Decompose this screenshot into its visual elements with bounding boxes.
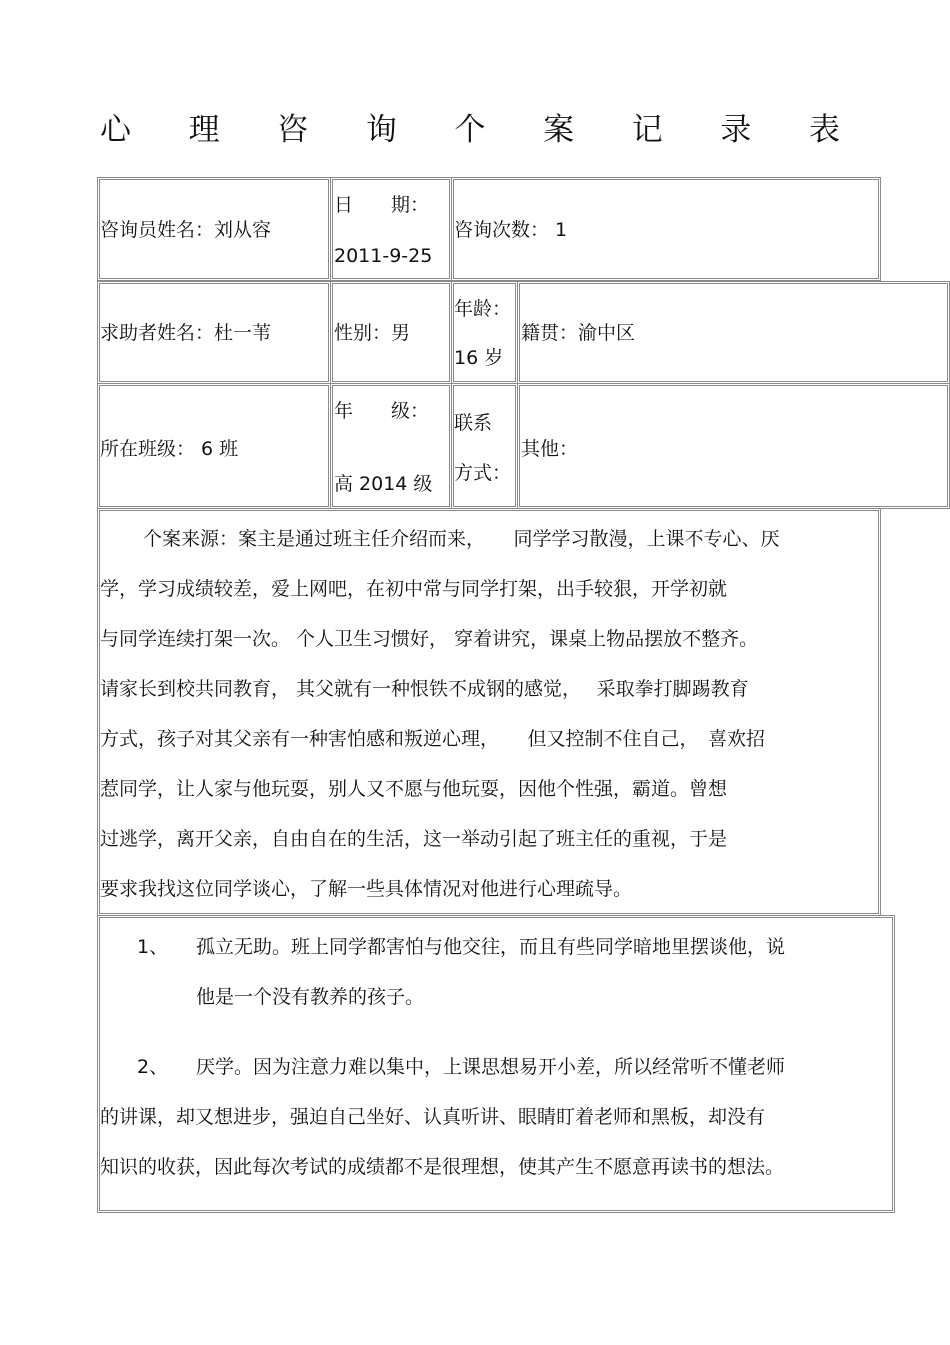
case-source-box [97, 508, 881, 916]
case-source-line: 过逃学，离开父亲，自由自在的生活，这一举动引起了班主任的重视，于是 [100, 828, 728, 850]
origin: 籍贯：渝中区 [521, 322, 636, 344]
problem-1-line: 孤立无助。班上同学都害怕与他交往，而且有些同学暗地里摆谈他，说 [196, 936, 786, 958]
age-label: 年龄： [454, 298, 512, 320]
case-source-line: 惹同学，让人家与他玩耍，别人又不愿与他玩耍，因他个性强，霸道。曾想 [100, 778, 728, 800]
session-count: 咨询次数： 1 [454, 219, 568, 241]
problem-2-line: 的讲课，却又想进步，强迫自己坐好、认真听讲、眼睛盯着老师和黑板，却没有 [100, 1106, 766, 1128]
other-label: 其他： [521, 438, 579, 460]
client-name: 求助者姓名：杜一苇 [100, 322, 272, 344]
title-char: 心 [100, 112, 131, 148]
problem-1-line: 他是一个没有教养的孩子。 [196, 986, 425, 1008]
age-value: 16 岁 [454, 347, 504, 369]
title-char: 录 [720, 112, 752, 148]
title-char: 个 [454, 112, 486, 148]
class-info: 所在班级： 6 班 [100, 438, 239, 460]
date-value: 2011-9-25 [334, 245, 433, 267]
problem-2-line: 知识的收获，因此每次考试的成绩都不是很理想，使其产生不愿意再读书的想法。 [100, 1156, 785, 1178]
title-char: 咨 [277, 112, 309, 148]
case-source-line: 要求我找这位同学谈心，了解一些具体情况对他进行心理疏导。 [100, 878, 633, 900]
page-title [100, 108, 840, 152]
case-source-line: 与同学连续打架一次。 个人卫生习惯好， 穿着讲究，课桌上物品摆放不整齐。 [100, 628, 759, 650]
title-char: 理 [188, 112, 220, 148]
case-source-line: 方式，孩子对其父亲有一种害怕感和叛逆心理， 但又控制不住自己， 喜欢招 [100, 728, 766, 750]
case-source-line: 个案来源：案主是通过班主任介绍而来， 同学学习散漫，上课不专心、厌 [143, 528, 780, 550]
grade-value: 高 2014 级 [334, 473, 433, 495]
problem-2-number: 2、 [137, 1056, 169, 1078]
problem-2-line: 厌学。因为注意力难以集中，上课思想易开小差，所以经常听不懂老师 [196, 1056, 786, 1078]
title-char: 案 [543, 112, 575, 148]
grade-label: 年 级： [334, 400, 430, 422]
title-char: 表 [809, 112, 840, 148]
cell-other [517, 383, 950, 509]
problem-1-number: 1、 [137, 936, 169, 958]
gender: 性别：男 [334, 322, 411, 344]
title-char: 记 [631, 112, 663, 148]
case-source-line: 学，学习成绩较差，爱上网吧，在初中常与同学打架，出手较狠，开学初就 [100, 578, 728, 600]
counselor-name: 咨询员姓名：刘从容 [100, 219, 272, 241]
date-label: 日 期： [334, 194, 430, 216]
cell-contact [451, 383, 518, 509]
title-char: 询 [365, 112, 397, 148]
contact-label-2: 方式： [454, 462, 512, 484]
case-source-line: 请家长到校共同教育， 其父就有一种恨铁不成钢的感觉， 采取拳打脚踢教育 [100, 678, 749, 700]
contact-label-1: 联系 [454, 412, 493, 434]
